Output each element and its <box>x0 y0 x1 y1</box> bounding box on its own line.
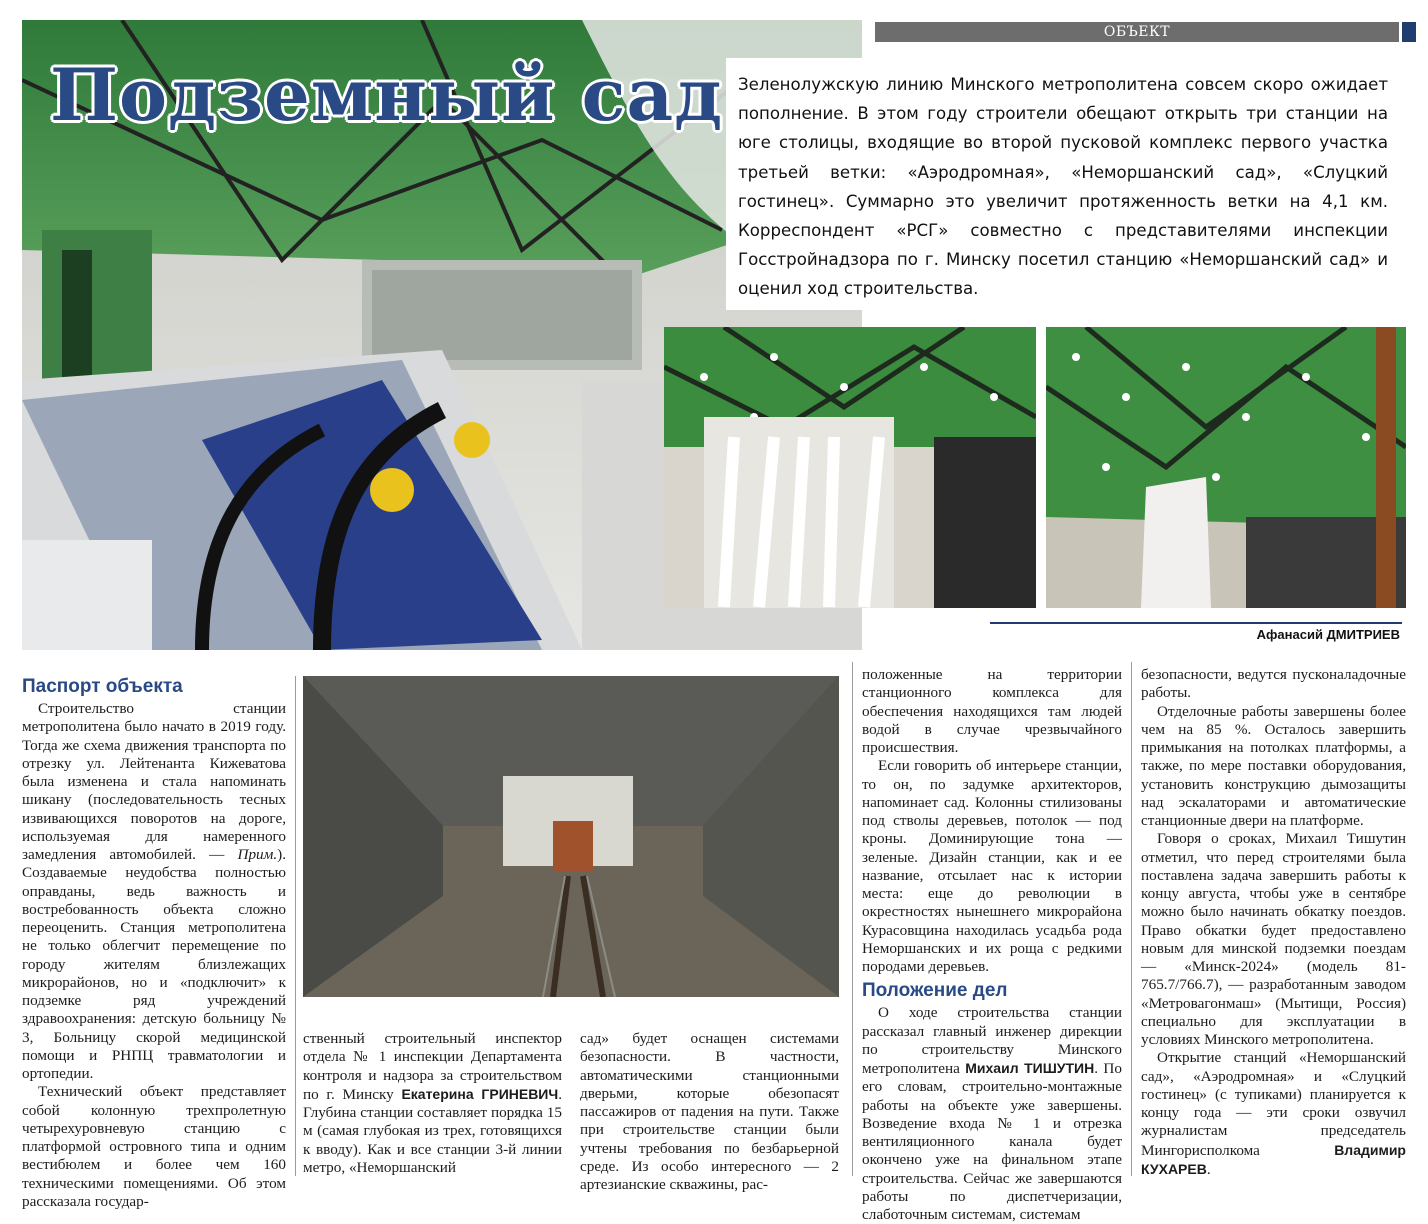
text-run: Строительство станции метрополитена было начато в 2019 году. Тогда же схема движения транспорта по отрезку ул. Лейтенанта Кижеватова была изменена и стала напоминать шикану (последовательность тесных извивающихся поворотов на дороге, используемая для намеренного замедления автомобилей. — <box>22 700 286 863</box>
column-5 <box>1141 666 1406 1179</box>
column-4 <box>862 666 1122 1224</box>
person-name: Владимир КУХАРЕВ <box>1141 1141 1406 1177</box>
text-run: . <box>1206 1160 1211 1178</box>
section-heading-passport: Паспорт объекта <box>22 676 183 697</box>
photo-tunnel-tracks <box>303 676 839 997</box>
text-run-italic: Прим. <box>237 846 278 863</box>
paragraph: безопасности, ведутся пусконаладочные работы. <box>1141 666 1406 702</box>
text-run: ственный строительный инспектор отдела № 1 инспекции Департамента контроля и надзора за строительством по г. Минску <box>303 1030 562 1103</box>
paragraph: положенные на территории станционного комплекса для обеспечения находящихся там людей водой в случае чрезвычайного происшествия. <box>862 666 1122 756</box>
author-name: Афанасий ДМИТРИЕВ <box>1256 627 1400 642</box>
author-divider <box>990 622 1402 624</box>
paragraph: Говоря о сроках, Михаил Тишутин отметил, что перед строителями была поставлена задача завершить работы к концу августа, чтобы уже в сентябре можно было начинать обкатку поездов. Право обкатки будет предоставлено новым для минской подземки поездам — «Минск-2024» (модель 81-765.7/766.7), — разработанным заводом «Метровагонмаш» (Мытищи, Россия) специально для эксплуатации в условиях Минского метрополитена. <box>1141 830 1406 1048</box>
article-title: Подземный сад <box>50 52 724 137</box>
paragraph <box>303 1030 562 1177</box>
column-divider <box>852 662 853 1176</box>
paragraph <box>862 1004 1122 1224</box>
text-run: ). Создаваемые неудобства полностью оправданы, ведь важность и востребованность объекта сложно переоценить. Станция метрополитена не только облегчит перемещение по городу жителям близлежащих микрорайонов, но и «подключит» к подземке ряд учреждений здравоохранения: детскую больницу № 3, Больницу скорой медицинской помощи и РНПЦ травматологии и ортопедии. <box>22 846 286 1082</box>
photo-ceiling-lights <box>1046 327 1406 608</box>
section-heading-status: Положение дел <box>862 980 1008 1002</box>
person-name: Михаил ТИШУТИН <box>965 1060 1095 1076</box>
column-3 <box>580 1030 839 1194</box>
paragraph: Технический объект представляет собой колонную трехпролетную четырехуровневую станцию с платформой островного типа и одним вестибюлем и более чем 160 техническими помещениями. Об этом рассказала государ- <box>22 1083 286 1210</box>
lead-text: Зеленолужскую линию Минского метрополитена совсем скоро ожидает пополнение. В этом году строители обещают открыть три станции на юге столицы, входящие во второй пусковой комплекс первого участка третьей ветки: «Аэродромная», «Неморшанский сад», «Слуцкий гостинец». Суммарно это увеличит протяженность ветки на 4,1 км. Корреспондент «РСГ» совместно с представителями инспекции Госстройнадзора по г. Минску посетил станцию «Неморшанский сад» и оценил ход строительства. <box>738 75 1388 299</box>
rubric-marker <box>1402 22 1416 42</box>
paragraph: сад» будет оснащен системами безопасности. В частности, автоматическими станционными дверьми, которые обезопасят пассажиров от падения на пути. Также при строительстве станции были учтены требования по безбарьерной среде. Из особо интересного — 2 артезианские скважины, рас- <box>580 1030 839 1193</box>
photo-tree-columns <box>664 327 1036 608</box>
column-2 <box>303 1030 562 1177</box>
paragraph <box>1141 1049 1406 1179</box>
column-divider <box>295 676 296 1176</box>
person-name: Екатерина ГРИНЕВИЧ <box>401 1085 559 1102</box>
lead-box <box>726 58 1406 310</box>
text-run: . По его словам, строительно-монтажные работы на объекте уже завершены. Возведение входа № 1 и отрезка вентиляционного канала будет окончено уже на финальном этапе строительства. Сейчас же завершаются работы по диспетчеризации, слаботочным системам, системам <box>862 1060 1122 1223</box>
rubric-label: ОБЪЕКТ <box>875 22 1399 42</box>
text-run: . Глубина станции составляет порядка 15 м (самая глубокая из трех, готовящихся к вводу). Как и все станции 3-й линии метро, «Неморшанский <box>303 1085 563 1176</box>
column-1 <box>22 676 286 1211</box>
paragraph: Отделочные работы завершены более чем на 85 %. Осталось завершить примыкания на потолках платформы, а также, по мере поставки оборудования, установить конструкцию дымозащиты над эскалаторами и автоматические станционные двери на платформе. <box>1141 702 1406 829</box>
text-run: О ходе строительства станции рассказал главный инженер дирекции по строительству Минского метрополитена <box>862 1004 1122 1077</box>
text-run: Открытие станций «Неморшанский сад», «Аэродромная» и «Слуцкий гостинец» (с тупиками) планируется к концу года — эти сроки озвучил журналистам председатель Мингорисполкома <box>1141 1049 1406 1159</box>
column-divider <box>1131 662 1132 1176</box>
paragraph <box>22 700 286 1083</box>
paragraph: Если говорить об интерьере станции, то он, по задумке архитекторов, напоминает сад. Колонны стилизованы под стволы деревьев, потолок — под кроны. Доминирующие тона — зеленые. Дизайн станции, как и ее название, отсылает нас к истории места: еще до революции в окрестностях нынешнего микрорайона Курасовщина находилась усадьба рода Неморшанских и их роща с редкими породами деревьев. <box>862 757 1122 975</box>
